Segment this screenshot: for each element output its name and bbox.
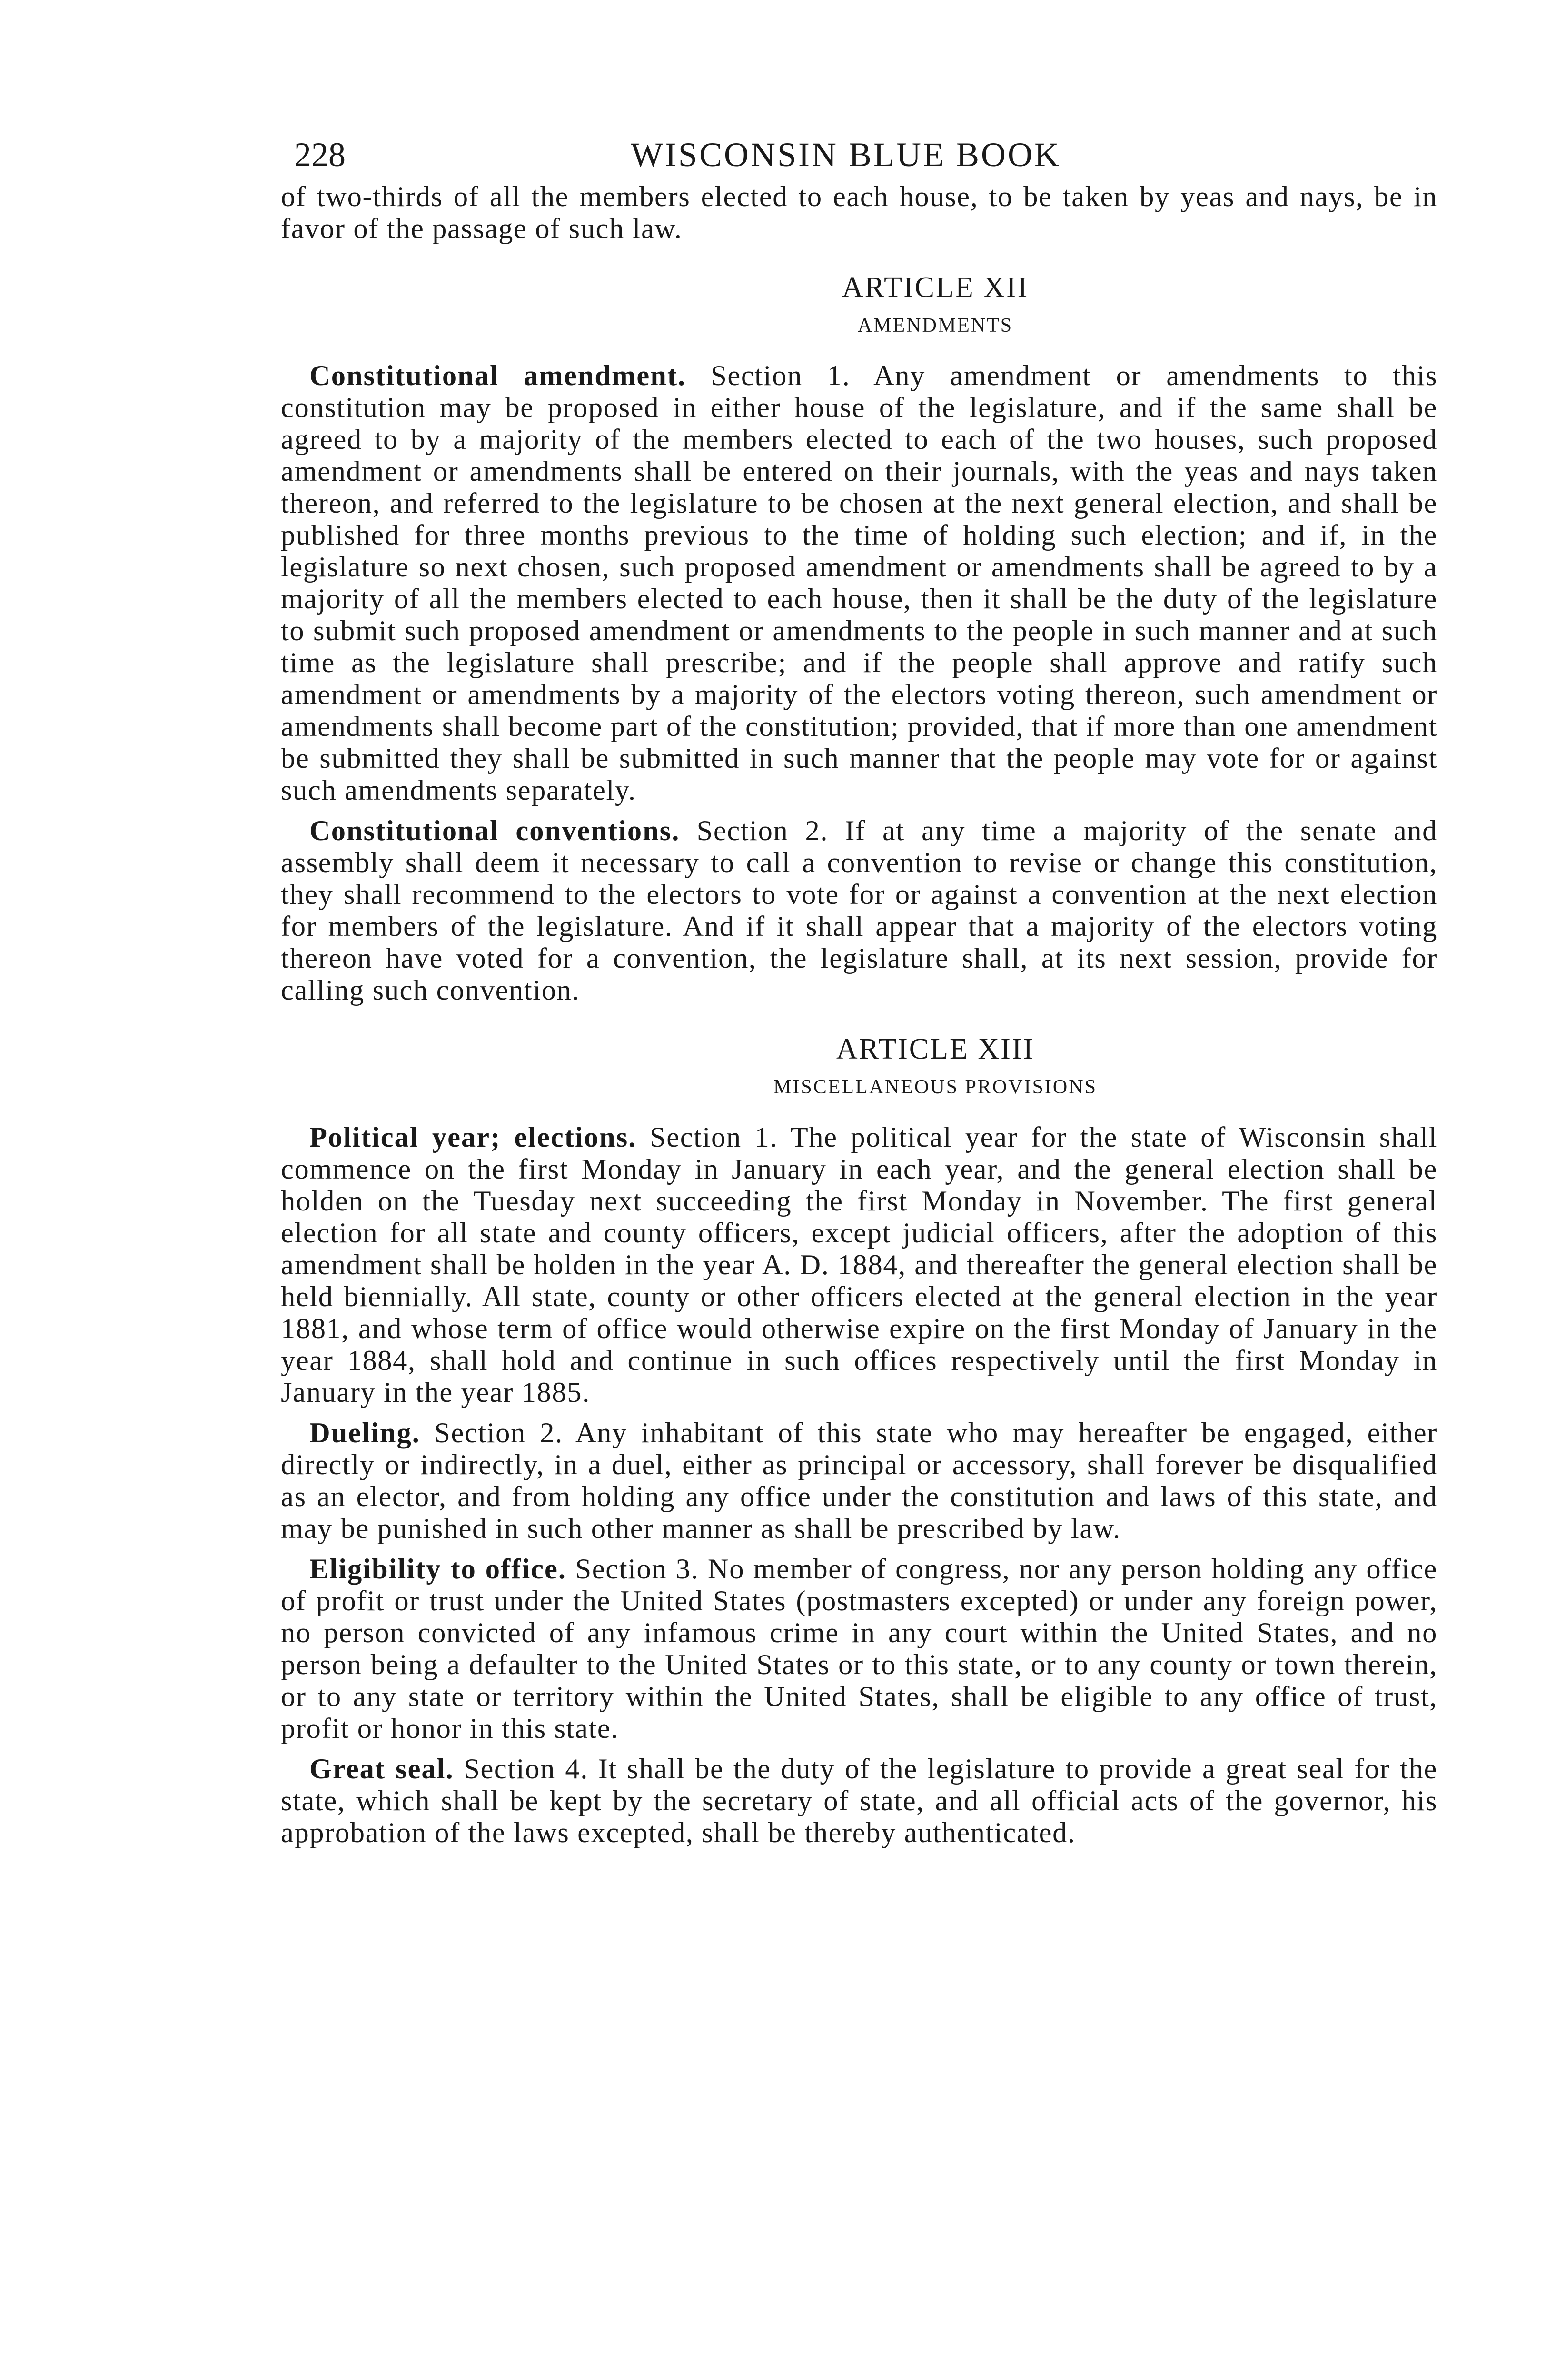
article-12-subheading: AMENDMENTS (857, 315, 1013, 337)
running-title: WISCONSIN BLUE BOOK (631, 136, 1061, 174)
section-political-year (281, 1121, 1437, 1408)
section-title: Constitutional conventions. (309, 815, 680, 847)
section-eligibility (281, 1553, 1437, 1745)
page (281, 129, 1437, 1857)
article-12-heading: ARTICLE XII (842, 271, 1029, 304)
section-constitutional-amendment (281, 360, 1437, 806)
page-number: 228 (294, 136, 346, 174)
continuation-paragraph: of two-thirds of all the members elected to each house, to be taken by yeas and nays, be in favor of the passage of such law. (281, 181, 1437, 245)
section-title: Political year; elections. (309, 1121, 637, 1153)
section-body: Section 1. The political year for the state of Wisconsin shall commence on the first Monday in January in each year, and the general election shall be holden on the Tuesday next succeeding the first Monday in November. The first general election for all state and county officers, except judicial officers, after the adoption of this amendment shall be holden in the year A. D. 1884, and thereafter the general election shall be held biennially. All state, county or other officers elected at the general election in the year 1881, and whose term of office would otherwise expire on the first Monday of January in the year 1884, shall hold and continue in such offices respectively until the first Monday in January in the year 1885. (281, 1121, 1438, 1408)
section-title: Great seal. (309, 1753, 454, 1785)
section-title: Eligibility to office. (309, 1553, 566, 1585)
article-13-heading: ARTICLE XIII (836, 1033, 1035, 1065)
section-body: Section 2. Any inhabitant of this state who may hereafter be engaged, either directly or indirectly, in a duel, either as principal or accessory, shall forever be disqualified as an elector, and from holding any office under the constitution and laws of this state, and may be punished in such other manner as shall be prescribed by law. (281, 1417, 1437, 1545)
section-constitutional-conventions (281, 815, 1437, 1006)
section-body: Section 3. No member of congress, nor any person holding any office of profit or trust under the United States (postmasters excepted) or under any foreign power, no person convicted of any infamous crime in any court within the United States, and no person being a defaulter to the United States or to this state, or to any county or town therein, or to any state or territory within the United States, shall be eligible to any office of trust, profit or honor in this state. (281, 1553, 1437, 1745)
section-body: Section 4. It shall be the duty of the legislature to provide a great seal for the state, which shall be kept by the secretary of state, and all official acts of the governor, his approbation of the laws excepted, shall be thereby authenticated. (281, 1753, 1437, 1849)
section-title: Constitutional amendment. (309, 360, 686, 392)
article-13-subheading: MISCELLANEOUS PROVISIONS (773, 1076, 1097, 1098)
running-head (281, 129, 1437, 181)
section-body: Section 2. If at any time a majority of the senate and assembly shall deem it necessary to call a convention to revise or change this constitution, they shall recommend to the electors to vote for or against a convention at the next election for members of the legislature. And if it shall appear that a majority of the electors voting thereon have voted for a convention, the legislature shall, at its next session, provide for calling such convention. (281, 815, 1437, 1006)
section-dueling (281, 1417, 1437, 1545)
section-great-seal (281, 1753, 1437, 1849)
section-body: Section 1. Any amendment or amendments to this constitution may be proposed in either house of the legislature, and if the same shall be agreed to by a majority of the members elected to each of the two houses, such proposed amendment or amendments shall be entered on their journals, with the yeas and nays taken thereon, and referred to the legislature to be chosen at the next general election, and shall be published for three months previous to the time of holding such election; and if, in the legislature so next chosen, such proposed amendment or amendments shall be agreed to by a majority of all the members elected to each house, then it shall be the duty of the legislature to submit such proposed amendment or amendments to the people in such manner and at such time as the legislature shall prescribe; and if the people shall approve and ratify such amendment or amendments by a majority of the electors voting thereon, such amendment or amendments shall become part of the constitution; provided, that if more than one amendment be submitted they shall be submitted in such manner that the people may vote for or against such amendments separately. (281, 360, 1438, 806)
section-title: Dueling. (309, 1417, 420, 1449)
